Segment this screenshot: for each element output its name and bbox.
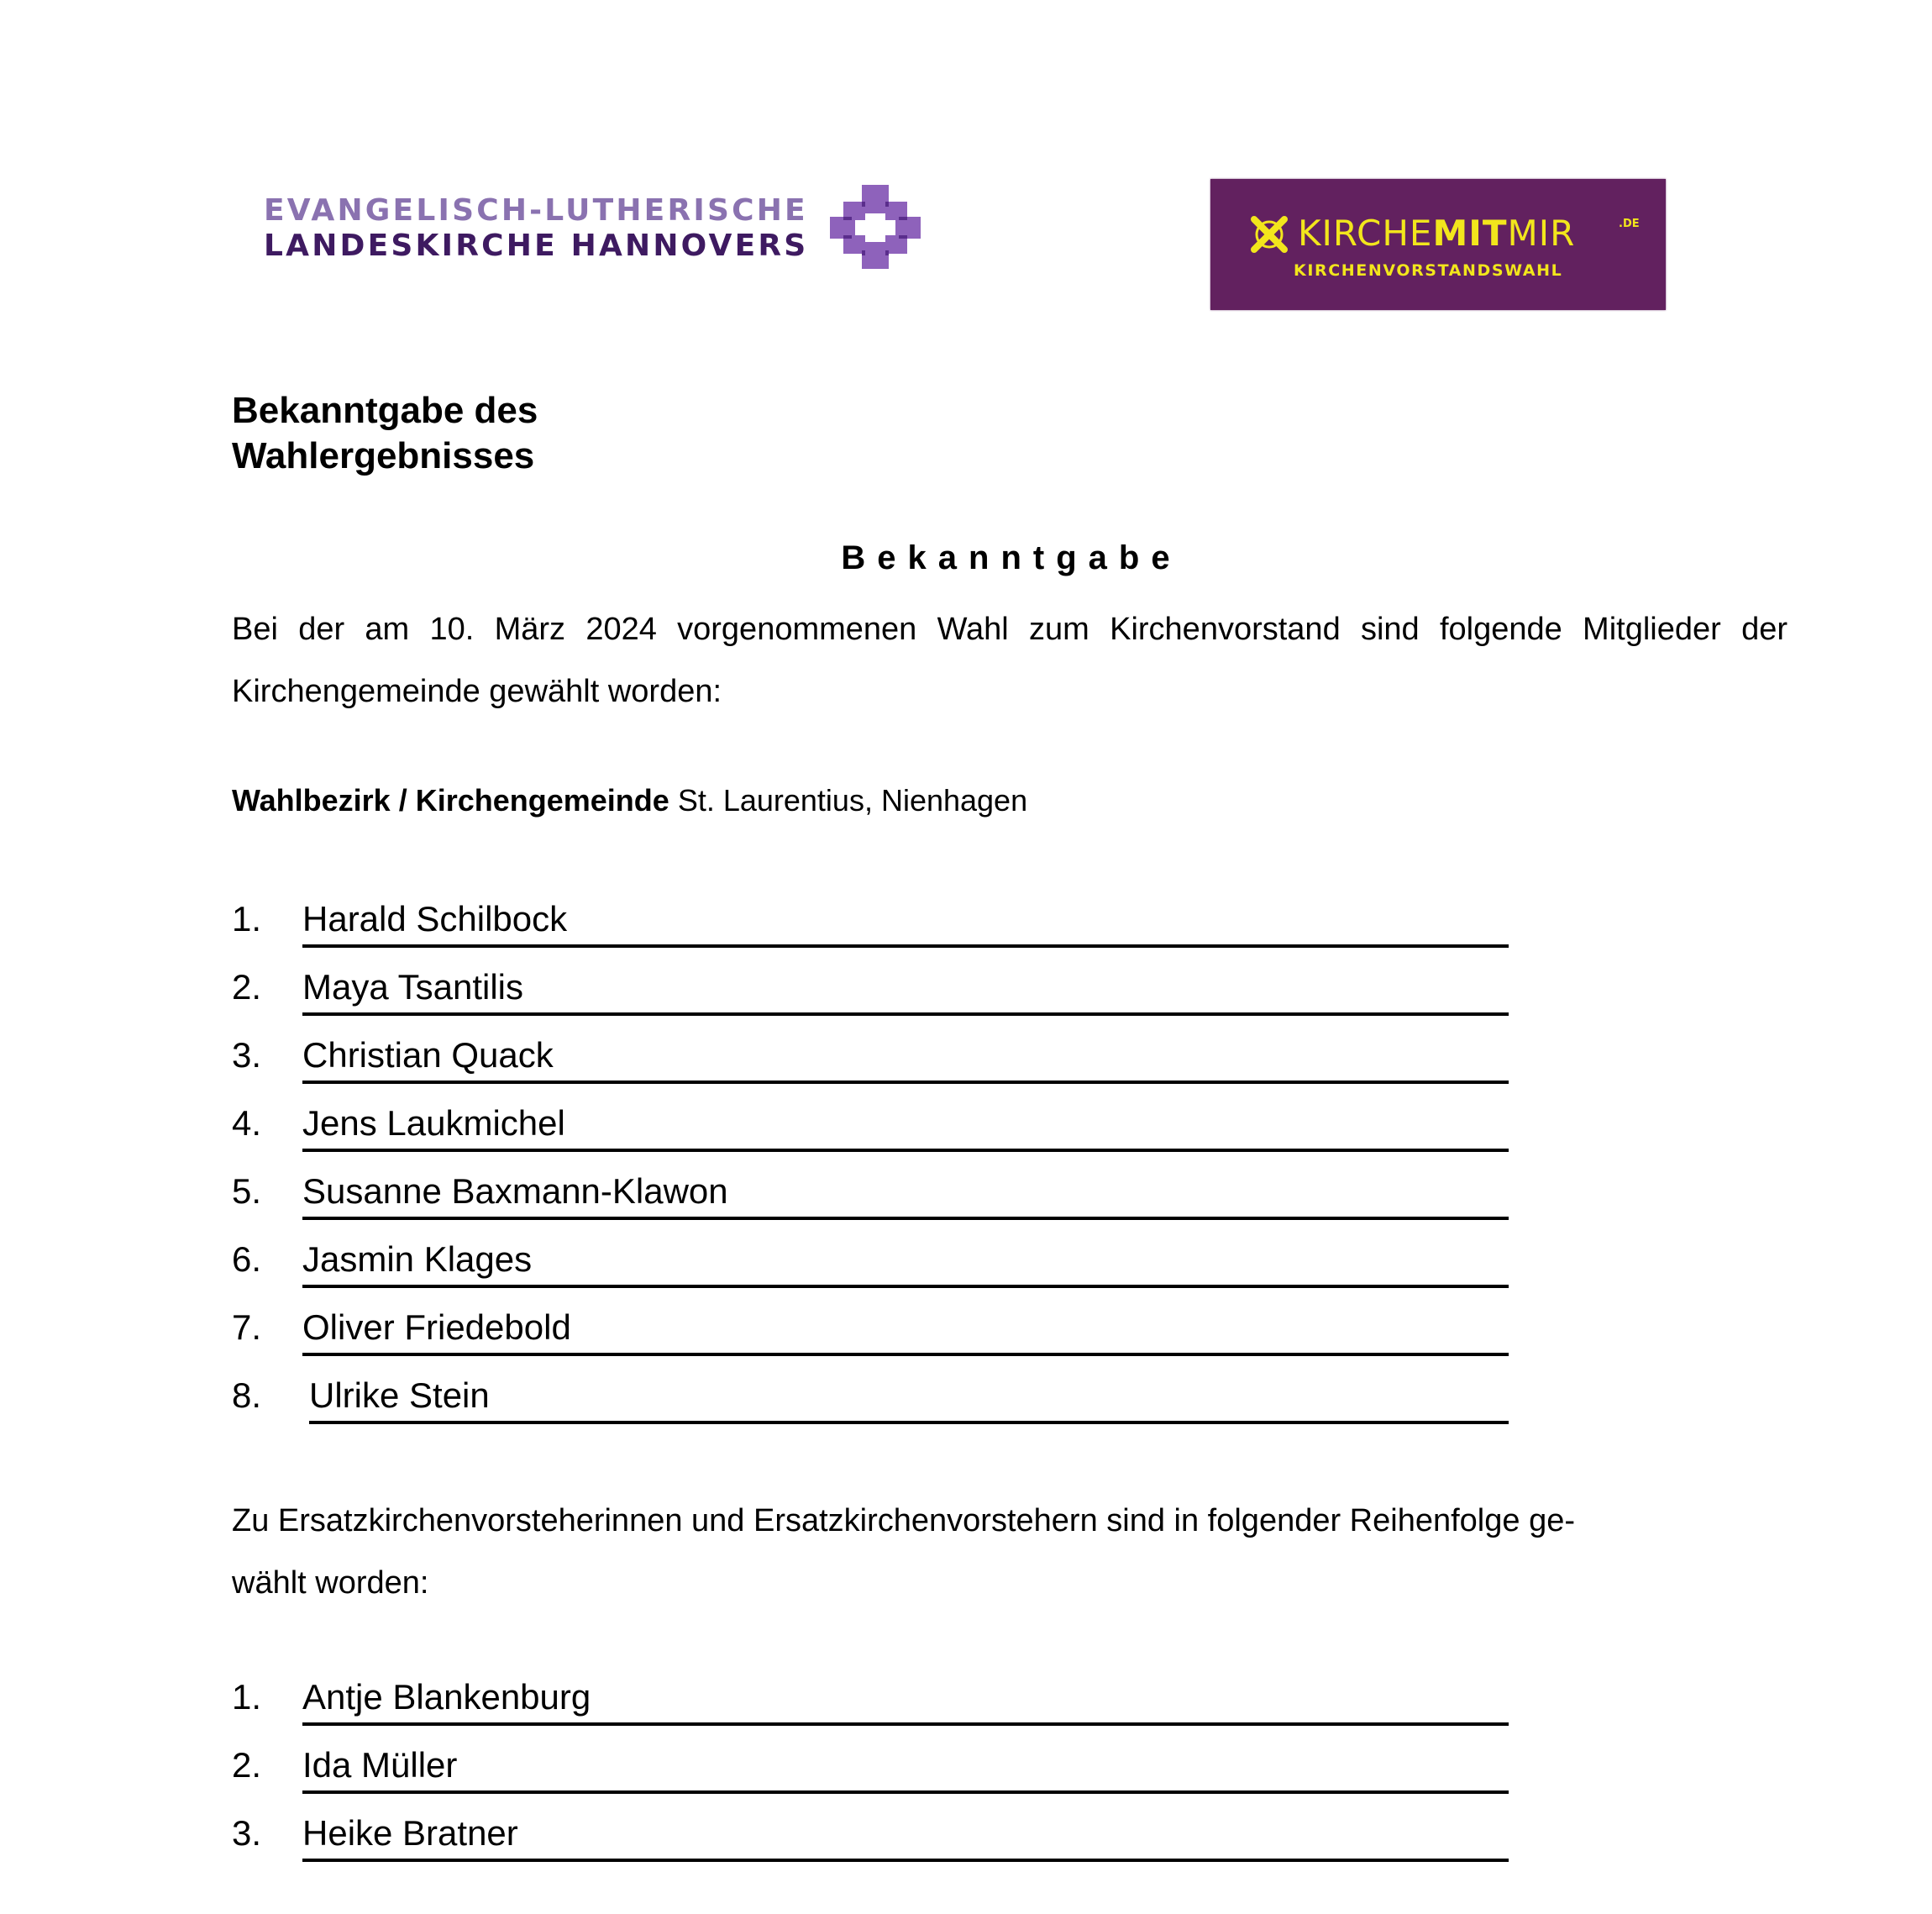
list-item: [232, 1238, 1509, 1306]
landeskirche-logo: [262, 185, 934, 269]
item-number: 2.: [232, 967, 262, 1007]
list-item: [232, 1170, 1509, 1238]
cross-icon: [830, 185, 921, 269]
logo-line-2: LANDESKIRCHE HANNOVERS: [264, 229, 809, 263]
list-item: [232, 897, 1509, 965]
announcement-heading: Bekanntgabe: [841, 539, 1182, 576]
substitutes-paragraph-line-2: wählt worden:: [232, 1565, 429, 1601]
list-item: [232, 1675, 1509, 1743]
district-line: [232, 783, 1027, 818]
item-number: 5.: [232, 1171, 262, 1211]
list-item: [232, 1743, 1509, 1811]
logo-line-1: EVANGELISCH-LUTHERISCHE: [264, 193, 808, 228]
member-name: Jasmin Klages: [302, 1238, 1509, 1288]
substitutes-list: [232, 1675, 1509, 1880]
elected-members-list: [232, 897, 1509, 1442]
member-name: Ulrike Stein: [309, 1374, 1509, 1424]
item-number: 8.: [232, 1375, 262, 1415]
ballot-cross-icon: [1249, 214, 1289, 255]
item-number: 2.: [232, 1745, 262, 1785]
substitute-name: Heike Bratner: [302, 1811, 1509, 1862]
substitute-name: Ida Müller: [302, 1743, 1509, 1794]
member-name: Harald Schilbock: [302, 897, 1509, 948]
list-item: [232, 1102, 1509, 1170]
document-title-line-2: Wahlergebnisses: [232, 435, 535, 476]
document-title-line-1: Bekanntgabe des: [232, 390, 538, 431]
list-item: [232, 965, 1509, 1033]
list-item: [232, 1306, 1509, 1374]
brand-subtitle: KIRCHENVORSTANDSWAHL: [1294, 261, 1563, 280]
list-item: [232, 1033, 1509, 1102]
brand-tld: .DE: [1619, 218, 1640, 230]
district-label: Wahlbezirk / Kirchengemeinde: [232, 783, 669, 818]
member-name: Jens Laukmichel: [302, 1102, 1509, 1152]
item-number: 1.: [232, 1677, 262, 1717]
intro-paragraph: Bei der am 10. März 2024 vorgenommenen Wahl zum Kirchenvorstand sind folgende Mitglieder der Kirchengemeinde gewählt worden:: [232, 612, 1788, 709]
item-number: 3.: [232, 1035, 262, 1075]
substitutes-paragraph: [232, 1490, 1788, 1614]
substitute-name: Antje Blankenburg: [302, 1675, 1509, 1726]
member-name: Maya Tsantilis: [302, 965, 1509, 1016]
member-name: Christian Quack: [302, 1033, 1509, 1084]
district-value: St. Laurentius, Nienhagen: [677, 783, 1028, 818]
item-number: 1.: [232, 899, 262, 939]
document-title: [232, 388, 538, 479]
list-item: [232, 1374, 1509, 1442]
list-item: [232, 1811, 1509, 1880]
member-name: Oliver Friedebold: [302, 1306, 1509, 1356]
brand-bold: MIT: [1432, 213, 1508, 254]
brand-name: [1298, 213, 1575, 254]
kirchemitmir-logo: [1210, 179, 1666, 310]
item-number: 3.: [232, 1813, 262, 1853]
brand-suffix: MIR: [1507, 213, 1576, 254]
substitutes-paragraph-line-1: Zu Ersatzkirchenvorsteherinnen und Ersatzkirchenvorstehern sind in folgender Reihenfolge ge-: [232, 1503, 1575, 1538]
item-number: 7.: [232, 1307, 262, 1347]
member-name: Susanne Baxmann-Klawon: [302, 1170, 1509, 1220]
item-number: 4.: [232, 1103, 262, 1143]
item-number: 6.: [232, 1239, 262, 1279]
brand-prefix: KIRCHE: [1298, 213, 1433, 254]
